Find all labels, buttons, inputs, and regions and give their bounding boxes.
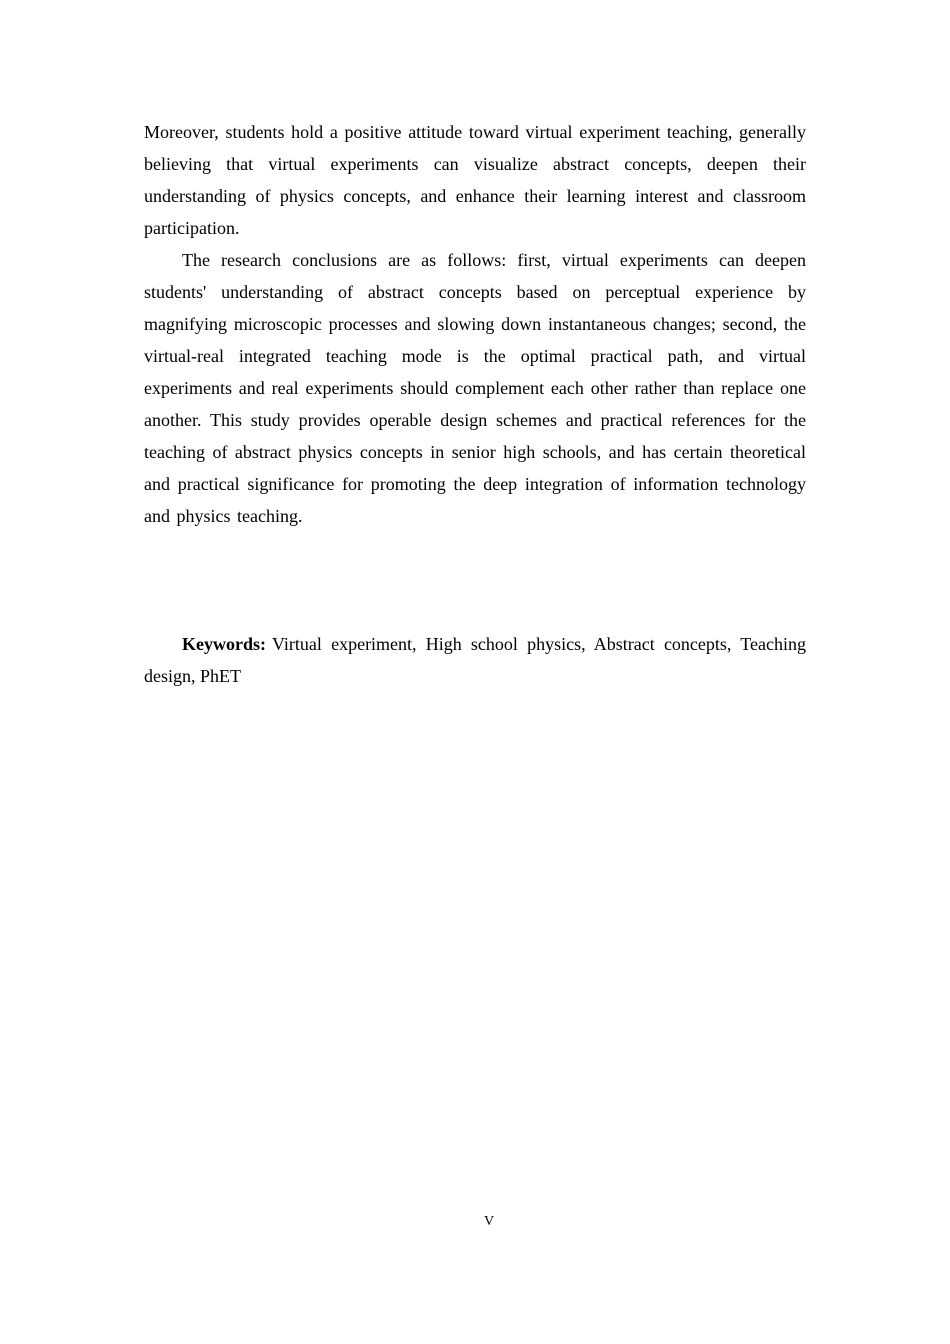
abstract-body: [144, 116, 806, 532]
abstract-paragraph-1: Moreover, students hold a positive attitude toward virtual experiment teaching, generally believing that virtual experiments can visualize abstract concepts, deepen their understanding of physics concepts, and enhance their learning interest and classroom participation.: [144, 122, 806, 238]
keywords-line: [144, 628, 806, 692]
abstract-paragraph-2: The research conclusions are as follows: first, virtual experiments can deepen students' understanding of abstract concepts based on perceptual experience by magnifying microscopic processes and slowing down instantaneous changes; second, the virtual-real integrated teaching mode is the optimal practical path, and virtual experiments and real experiments should complement each other rather than replace one another. This study provides operable design schemes and practical references for the teaching of abstract physics concepts in senior high schools, and has certain theoretical and practical significance for promoting the deep integration of information technology and physics teaching.: [144, 250, 806, 526]
keywords-value: Virtual experiment, High school physics, Abstract concepts, Teaching design, PhET: [144, 634, 806, 686]
page-number: V: [483, 1214, 495, 1229]
keywords-label: Keywords:: [182, 634, 266, 654]
